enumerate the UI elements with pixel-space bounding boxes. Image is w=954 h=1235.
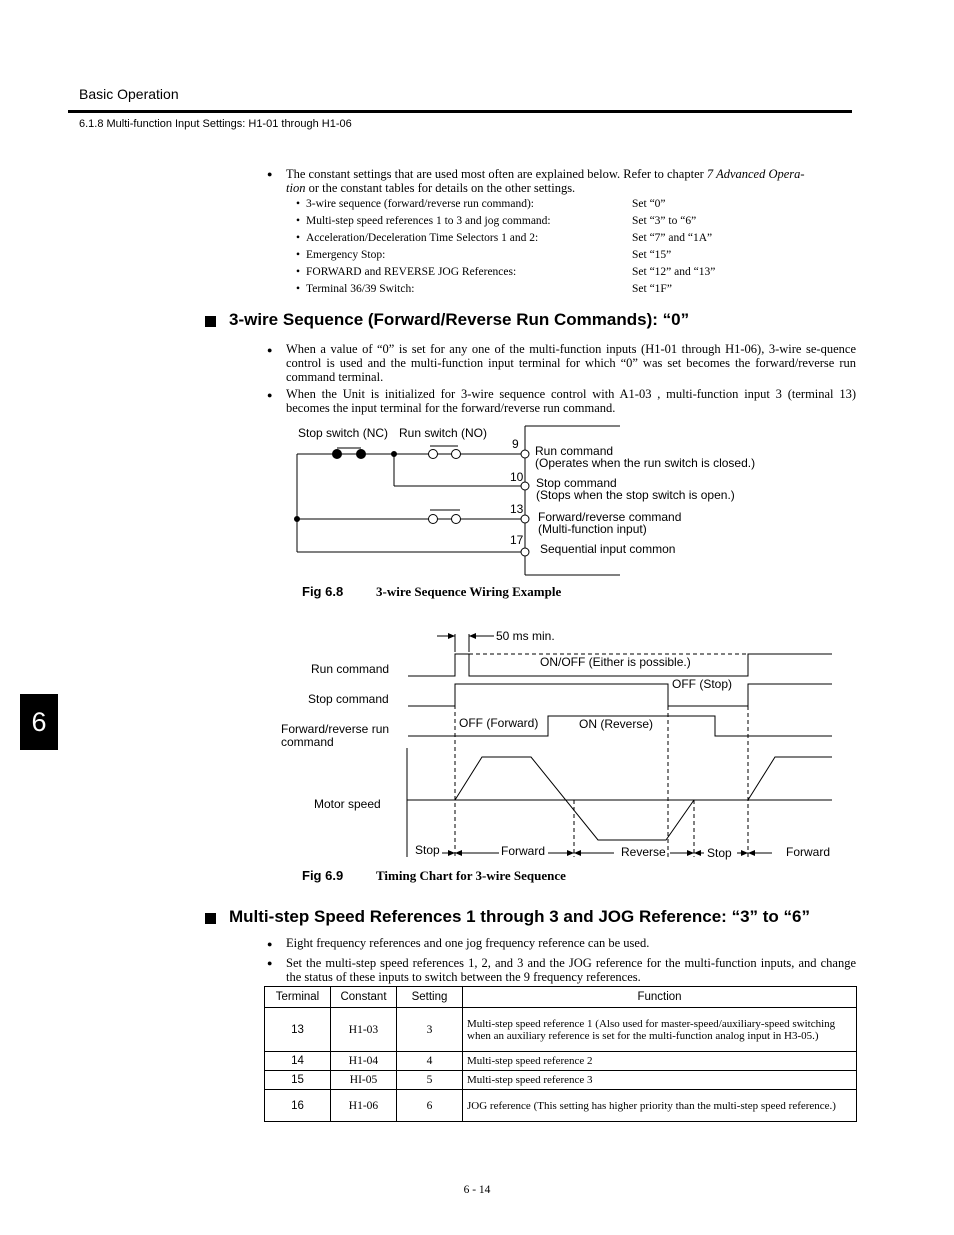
table-cell: 4 (397, 1052, 463, 1071)
fig69-caption-number: Fig 6.9 (302, 868, 344, 883)
table-header-function: Function (463, 987, 857, 1008)
sub-bullet-icon: • (296, 232, 301, 244)
run-command-note: (Operates when the run switch is closed.) (535, 456, 756, 470)
intro-item-label: Multi-step speed references 1 to 3 and jog command: (306, 215, 551, 227)
timing-off-stop-label: OFF (Stop) (672, 677, 733, 691)
intro-text-italic-2: tion (286, 181, 306, 195)
sub-bullet-icon: • (296, 215, 301, 227)
timing-on-reverse-label: ON (Reverse) (579, 717, 654, 731)
intro-item-label: Terminal 36/39 Switch: (306, 283, 415, 295)
table-cell: JOG reference (This setting has higher priority than the multi-step speed reference.) (463, 1090, 857, 1122)
terminal-13-label: 13 (510, 502, 524, 516)
intro-item-label: Acceleration/Deceleration Time Selectors 1 and 2: (306, 232, 539, 244)
bullet-icon: ● (267, 169, 273, 179)
timing-stop-1-label: Stop (415, 843, 440, 857)
bullet-icon: ● (267, 390, 273, 400)
timing-run-label: Run command (311, 662, 390, 676)
table-header-terminal: Terminal (265, 987, 331, 1008)
table-cell: 5 (397, 1071, 463, 1090)
table-header-setting: Setting (397, 987, 463, 1008)
bullet-icon: ● (267, 345, 273, 355)
timing-reverse-label: Reverse (621, 845, 666, 859)
run-command-label: Run command (535, 444, 614, 458)
timing-forward-1-label: Forward (501, 844, 546, 858)
bullet-icon: ● (267, 958, 273, 968)
table-cell: 13 (265, 1008, 331, 1052)
seq-common-label: Sequential input common (540, 542, 676, 556)
heading-square-icon (205, 913, 216, 924)
stop-command-note: (Stops when the stop switch is open.) (536, 488, 735, 502)
table-header-constant: Constant (331, 987, 397, 1008)
intro-item-value: Set “15” (632, 249, 672, 261)
stop-command-label: Stop command (536, 476, 617, 490)
terminal-9-label: 9 (512, 437, 519, 451)
intro-item-label: 3-wire sequence (forward/reverse run command): (306, 198, 534, 210)
table-cell: H1-03 (331, 1008, 397, 1052)
table-cell: H1-06 (331, 1090, 397, 1122)
timing-onoff-label: ON/OFF (Either is possible.) (540, 655, 691, 669)
terminal-10-label: 10 (510, 470, 524, 484)
header-rule (68, 110, 852, 113)
section2-bullet-2: Set the multi-step speed references 1, 2, and 3 and the JOG reference for the multi-function inputs, and change the status of these inputs to switch between the 9 frequency references. (286, 956, 856, 984)
heading-square-icon (205, 316, 216, 327)
stop-switch-label: Stop switch (NC) (298, 426, 389, 440)
wiring-diagram (280, 420, 780, 585)
table-cell: Multi-step speed reference 1 (Also used for master-speed/auxiliary-speed switching when an auxiliary reference is set for the multi-function analog input in H3-05.) (463, 1008, 857, 1052)
intro-item-value: Set “1F” (632, 283, 672, 295)
run-switch-label: Run switch (NO) (399, 426, 488, 440)
intro-paragraph (286, 167, 856, 195)
table-row (265, 1090, 857, 1122)
chapter-tab: 6 (20, 694, 58, 750)
timing-forward-2-label: Forward (786, 845, 831, 859)
sub-bullet-icon: • (296, 198, 301, 210)
section1-bullet-2: When the Unit is initialized for 3-wire sequence control with A1-03 , multi-function input 3 (terminal 13) becomes the input terminal for the forward/reverse run command. (286, 387, 856, 415)
table-row (265, 1052, 857, 1071)
fr-command-note: (Multi-function input) (538, 522, 647, 536)
section1-bullet-1: When a value of “0” is set for any one of the multi-function inputs (H1-01 through H1-06), 3-wire se-quence control is used and the multi-function input terminal for which “0” was set becomes the forward/reverse run command terminal. (286, 342, 856, 384)
intro-item-value: Set “3” to “6” (632, 215, 697, 227)
timing-stop-2-label: Stop (707, 846, 732, 860)
sub-bullet-icon: • (296, 249, 301, 261)
intro-item-value: Set “0” (632, 198, 666, 210)
table-cell: 14 (265, 1052, 331, 1071)
table-cell: 16 (265, 1090, 331, 1122)
subsection-title: 6.1.8 Multi-function Input Settings: H1-01 through H1-06 (79, 118, 352, 130)
timing-motor-label: Motor speed (314, 797, 381, 811)
table-cell: Multi-step speed reference 3 (463, 1071, 857, 1090)
intro-text-italic-1: 7 Advanced Opera- (706, 167, 805, 181)
section1-heading: 3-wire Sequence (Forward/Reverse Run Commands): “0” (229, 310, 690, 329)
table-cell: H1-04 (331, 1052, 397, 1071)
table-cell: 6 (397, 1090, 463, 1122)
page-number: 6 - 14 (463, 1184, 491, 1196)
section2-bullet-1: Eight frequency references and one jog frequency reference can be used. (286, 936, 650, 950)
table-header-row (265, 987, 857, 1008)
timing-fr-label-2: command (281, 735, 334, 749)
table-cell: Multi-step speed reference 2 (463, 1052, 857, 1071)
table-cell: 15 (265, 1071, 331, 1090)
table-cell: 3 (397, 1008, 463, 1052)
fr-command-label: Forward/reverse command (538, 510, 682, 524)
terminal-17-label: 17 (510, 533, 524, 547)
multi-step-table (264, 986, 857, 1122)
table-row (265, 1008, 857, 1052)
intro-item-value: Set “12” and “13” (632, 266, 716, 278)
fig68-caption-text: 3-wire Sequence Wiring Example (376, 584, 562, 599)
timing-50ms-label: 50 ms min. (496, 629, 555, 643)
sub-bullet-icon: • (296, 266, 301, 278)
intro-item-value: Set “7” and “1A” (632, 232, 713, 244)
table-cell: HI-05 (331, 1071, 397, 1090)
section2-heading: Multi-step Speed References 1 through 3 and JOG Reference: “3” to “6” (229, 907, 810, 926)
table-row (265, 1071, 857, 1090)
bullet-icon: ● (267, 939, 273, 949)
intro-item-label: Emergency Stop: (306, 249, 386, 261)
timing-fr-label-1: Forward/reverse run (281, 722, 390, 736)
intro-item-label: FORWARD and REVERSE JOG References: (306, 266, 517, 278)
intro-text-1: The constant settings that are used most often are explained below. Refer to chapter (286, 167, 707, 181)
section-title: Basic Operation (79, 86, 179, 102)
timing-stop-label: Stop command (308, 692, 389, 706)
fig68-caption-number: Fig 6.8 (302, 584, 344, 599)
timing-off-forward-label: OFF (Forward) (459, 716, 539, 730)
sub-bullet-icon: • (296, 283, 301, 295)
fig69-caption-text: Timing Chart for 3-wire Sequence (376, 868, 566, 883)
intro-text-2: or the constant tables for details on the other settings. (305, 181, 576, 195)
